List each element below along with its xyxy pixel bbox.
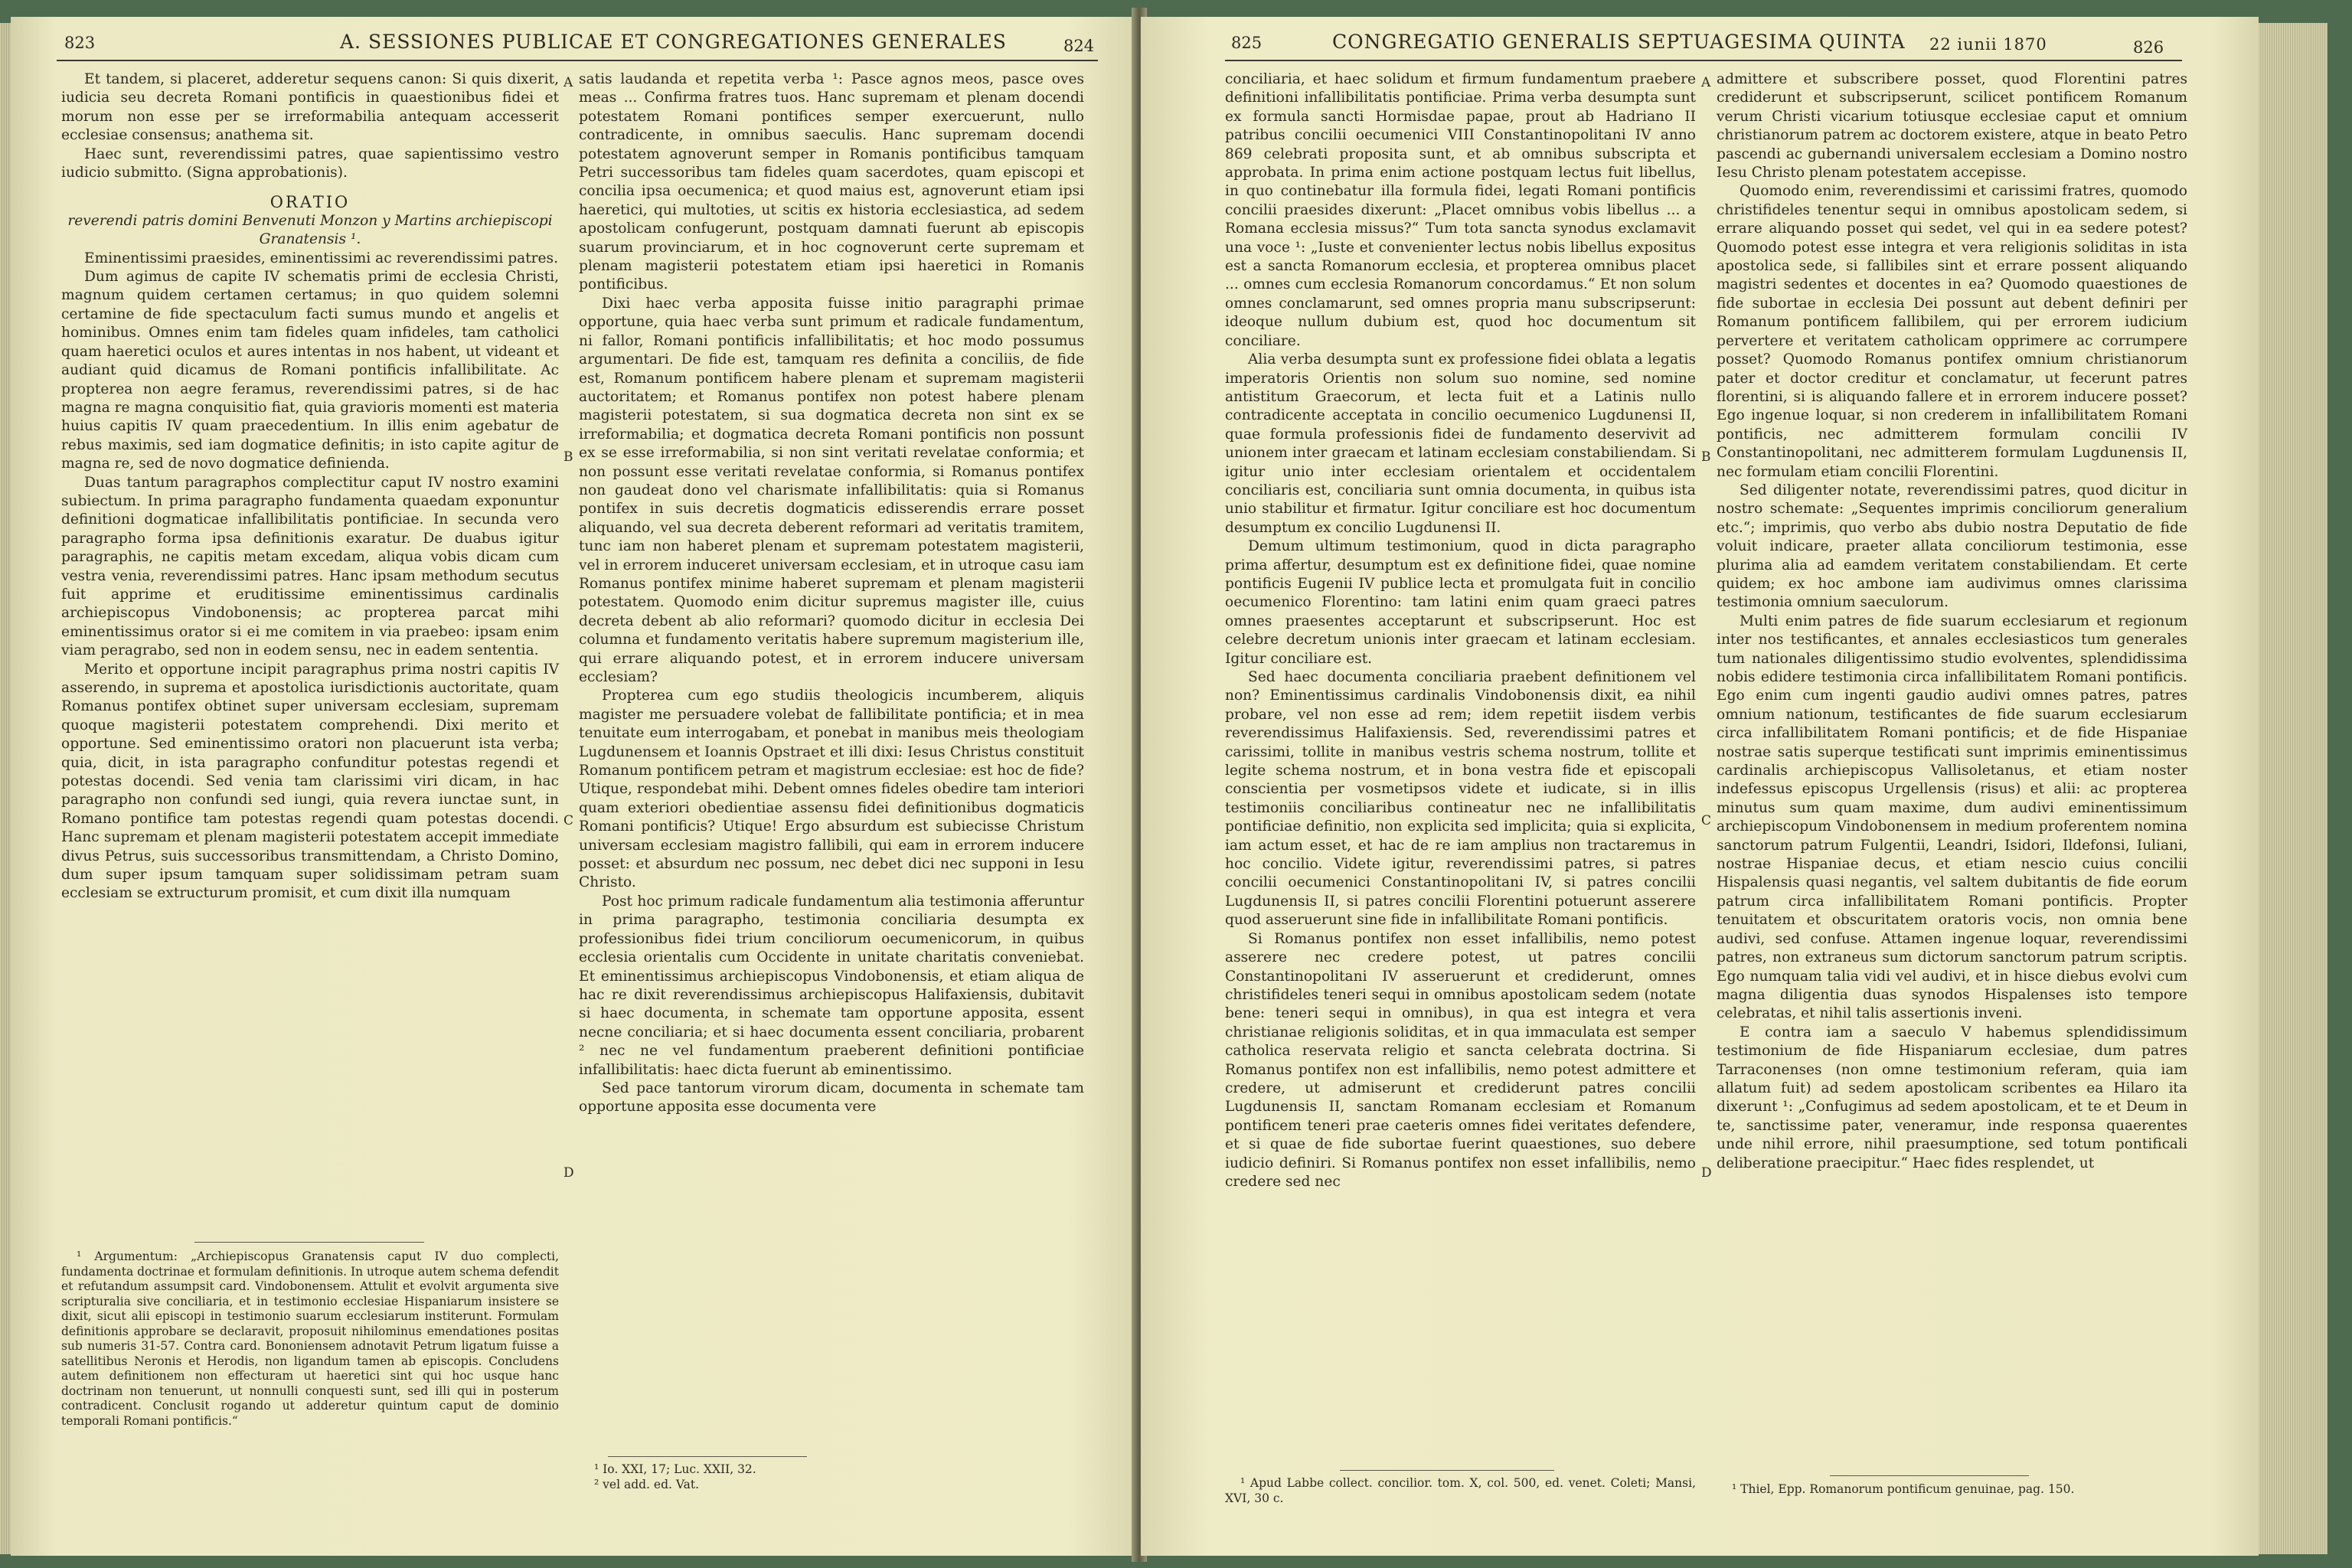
book-edge-right (2259, 23, 2328, 1554)
page-number: 823 (64, 34, 96, 52)
margin-letter: B (1701, 449, 1711, 465)
text-column-1 (61, 70, 559, 903)
paragraph: Post hoc primum radicale fundamentum alia testimonia afferuntur in prima paragrapho, testimonia conciliaria desumpta ex professionibus fidei trium conciliorum oecumenicorum, in quibus ecclesia orientalis cum Occidente in unitate charitatis conveniebat. Et eminentissimus archiepiscopus Vindobonensis, et etiam aliqua de hac re dixit reverendissimus archiepiscopus Halifaxiensis, dubitavit si haec documenta, in schemate tam opportune apposita, essent necne conciliaria; et si haec documenta essent conciliaria, probarent ² nec ne vel fundamentum praeberent definitioni pontificiae infallibilitatis: haec dicta fuerunt ab eminentissimo. (579, 893, 1084, 1078)
paragraph: Dixi haec verba apposita fuisse initio paragraphi primae opportune, quia haec verba sunt primum et radicale fundamentum, ni fallor, Romani pontificis infallibilitatis; et hoc modo possumus argumentari. De fide est, tamquam res definita a conciliis, de fide est, Romanum pontificem habere plenam et supremam magisterii auctoritatem; et Romanus pontifex non potest habere plenam magisterii potestatem, si sua dogmatica decreta non sint ex se irreformabilia; et dogmatica decreta Romani pontificis non possunt ex se esse irreformabilia, si non sint veritati revelatae conformia; et non possunt esse veritati revelatae conformia, si Romanus pontifex non gaudeat dono vel charismate infallibilitatis: quia si Romanus pontifex in suis decretis dogmaticis edisserendis errare posset aliquando, vel sua decreta deberent reformari ad veritatis tramitem, tunc iam non haberet plenam et supremam potestatem magisterii, vel in errorem induceret universam ecclesiam, et in utroque casu iam Romanus pontifex minime haberet supremam et plenam magisterii potestatem. Quomodo enim dicitur supremus magister ille, cuius decreta debent ab alio reformari? quomodo dicitur in ecclesia Dei columna et fundamento veritatis habere supremum magisterium ille, qui errare aliquando potest, et in errorem inducere universam ecclesiam? (579, 295, 1084, 685)
paragraph: satis laudanda et repetita verba ¹: Pasce agnos meos, pasce oves meas ... Confirma fratres tuos. Hanc supremam et plenam docendi potestatem Romani pontifices semper exercuerunt, nullo contradicente, in omnibus saeculis. Hanc supremam docendi potestatem agnoverunt semper in Romanis pontificibus tamquam Petri successoribus tam fideles quam sacerdotes, quam episcopi et concilia ipsa oecumenica; et quod maius est, agnoverunt etiam ipsi haeretici, qui multoties, ut scitis ex historia ecclesiastica, ad sedem apostolicam confugerunt, postquam damnati fuerunt ab episcopis suarum provinciarum, et in hoc cognoverunt certe supremam et plenam magisterii potestatem etiam ipsi haeretici in Romanis pontificibus. (579, 71, 1084, 293)
footnote-rule (194, 1242, 424, 1243)
footnote-rule (1830, 1475, 2029, 1476)
footnote (61, 1250, 559, 1429)
running-date: 22 iunii 1870 (1929, 35, 2047, 54)
header-rule (1225, 60, 2182, 61)
footnote (1717, 1482, 2187, 1498)
text-column-2 (1717, 70, 2187, 1173)
paragraph: Sed haec documenta conciliaria praebent definitionem vel non? Eminentissimus cardinalis Vindobonensis dixit, ea nihil probare, vel non esse ad rem; idem repetiit iisdem verbis reverendissimus Halifaxiensis. Sed, reverendissimi patres et carissimi, tollite in manibus vestris schema nostrum, tollite et legite schema nostrum, et in bona vestra fide et episcopali conscientia per vosmetipsos videte et iudicate, si in illis testimoniis conciliaribus contineatur nec ne infallibilitatis pontificiae definitio, non explicita sed implicita; quia si explicita, iam actum esset, et hac de re iam amplius non tractaremus in hoc concilio. Videte igitur, reverendissimi patres, si patres concilii oecumenici Constantinopolitani IV, si patres concilii Lugdunensis II, si patres concilii Florentini potuerunt asserere quod asseruerunt sine fide in infallibilitate Romani pontificis. (1225, 669, 1696, 929)
header-rule (57, 60, 1098, 61)
right-page (1141, 17, 2259, 1556)
footnote (1225, 1476, 1696, 1506)
page-number: 825 (1231, 34, 1263, 52)
left-page (11, 17, 1136, 1556)
margin-letter: B (564, 449, 573, 465)
margin-letter: D (1701, 1165, 1712, 1181)
margin-letter: A (1701, 75, 1711, 90)
text-column-1 (1225, 70, 1696, 1191)
margin-letter: C (564, 813, 574, 828)
paragraph: Demum ultimum testimonium, quod in dicta paragrapho prima affertur, desumptum est ex definitione fidei, quae nomine pontificis Eugenii IV publice lecta et promulgata fuit in concilio oecumenico Florentino: tam latini enim quam graeci patres omnes praesentes acceptarunt et subscripserunt. Hoc est celebre decretum unionis inter graecam et latinam ecclesiam. Igitur conciliare est. (1225, 538, 1696, 667)
page-number: 824 (1063, 37, 1095, 55)
margin-letter: D (564, 1165, 574, 1181)
paragraph: Sed diligenter notate, reverendissimi patres, quod dicitur in nostro schemate: „Sequentes imprimis conciliorum generalium etc.“; imprimis, quo verbo abs dubio nostra Deputatio de fide voluit indicare, praeter allata conciliorum testimonia, esse plurima alia ad eamdem veritatem constabiliendam. Et certe quidem; ex hoc ambone iam audivimus omnes clarissima testimonia omnium saeculorum. (1717, 482, 2187, 611)
text-column-2 (579, 70, 1084, 1117)
paragraph: Haec sunt, reverendissimi patres, quae sapientissimo vestro iudicio submitto. (Signa approbationis). (61, 145, 559, 181)
paragraph: Propterea cum ego studiis theologicis incumberem, aliquis magister me persuadere volebat de fallibilitate pontificia; et in mea tenuitate eum interrogabam, et ponebat in manibus meis theologiam Lugdunensem et Ioannis Opstraet et illi dixi: Iesus Christus constituit Romanum pontificem petram et magistrum ecclesiae: est hoc de fide? Utique, respondebat mihi. Debent omnes fideles obedire tam interiori quam exteriori obedientiae assensu fidei definitionibus dogmaticis Romani pontificis? Utique! Ergo absurdum est subiecisse Christum universam ecclesiam magistro fallibili, qui eam in errorem inducere posset: et absurdum nec possum, nec debet dici nec supponi in Iesu Christo. (579, 688, 1084, 891)
margin-letter: C (1701, 813, 1712, 828)
paragraph: E contra iam a saeculo V habemus splendidissimum testimonium de fide Hispaniarum ecclesiae, dum patres Tarraconenses (non omne testimonium referam, quia iam allatum fuit) ad sedem apostolicam scribentes ea Hilaro ita dixerunt ¹: „Confugimus ad sedem apostolicam, et te et Deum in te, sanctissime pater, veneramur, inde responsa quaerentes unde nihil errore, nihil praesumptione, sed totum pontificali deliberatione praecipitur.“ Haec fides resplendet, ut (1717, 1024, 2187, 1171)
footnote-rule (1340, 1470, 1554, 1471)
paragraph: Merito et opportune incipit paragraphus prima nostri capitis IV asserendo, in suprema et apostolica iurisdictionis auctoritate, quam Romanus pontifex obtinet super universam ecclesiam, supremam quoque magisterii potestatem comprehendi. Dixi merito et opportune. Sed eminentissimo oratori non placuerunt ista verba; quia, dicit, in ista paragrapho confunditur potestas regendi et potestas docendi. Sed venia tam clarissimi viri dicam, in hac paragrapho non confundi sed iungi, quia revera iunctae sunt, in Romano pontifice tam potestas regendi quam potestas docendi. Hanc supremam et plenam magisterii potestatem accepit immediate divus Petrus, suis successoribus transmittendam, a Christo Domino, dum super ipsum tamquam super solidissimam petram suam ecclesiam se extructurum promisit, et cum dixit illa numquam (61, 661, 559, 902)
footnote-text: ¹ Thiel, Epp. Romanorum pontificum genuinae, pag. 150. (1732, 1482, 2075, 1496)
page-number: 826 (2133, 38, 2164, 57)
footnote (579, 1462, 1084, 1492)
paragraph: conciliaria, et haec solidum et firmum fundamentum praebere definitioni infallibilitatis pontificiae. Prima verba desumpta sunt ex formula sancti Hormisdae papae, prout ab Hadriano II patribus concilii oecumenici VIII Constantinopolitani IV anno 869 celebrati proposita sunt, et ab omnibus subscripta et approbata. In prima enim actione postquam lectus fuit libellus, in quo continebatur illa formula fidei, legati Romani pontificis concilii praesides dixerunt: „Placet omnibus vobis libellus ... a Romana ecclesia missus?“ Tum tota sancta synodus exclamavit una voce ¹: „Iuste et convenienter lectus nobis libellus expositus est a sancta Romanorum ecclesia, et propterea omnibus placet ... omnes cum ecclesia Romanorum concordamus.“ Et non solum omnes conclamarunt, sed omnes propria manu subscripserunt: ideoque nullum dubium est, quod hoc documentum sit conciliare. (1225, 71, 1696, 349)
book-edge-left (0, 23, 11, 1554)
margin-letter: A (564, 75, 573, 90)
paragraph: Eminentissimi praesides, eminentissimi ac reverendissimi patres. (84, 250, 559, 266)
footnote-text: ¹ Apud Labbe collect. concilior. tom. X, col. 500, ed. venet. Coleti; Mansi, XVI, 30 c. (1225, 1476, 1696, 1505)
paragraph: Dum agimus de capite IV schematis primi de ecclesia Christi, magnum quidem certamen certamus; in quo quidem solemni certamine de fide spectaculum facti sumus mundo et angelis et hominibus. Omnes enim tam fideles quam infideles, tam catholici quam haeretici oculos et aures intentas in nos habent, ut videant et audiant quid dicamus de Romani pontificis infallibilitate. Ac propterea non aegre feramus, reverendissimi patres, si de hac magna re magna conquisitio fiat, quia gravioris momenti est materia huius capitis IV quam praecedentium. In illis enim agebatur de rebus maximis, sed iam dogmatice definitis; in isto capite agitur de magna re, sed de novo dogmatice definienda. (61, 269, 559, 472)
paragraph: Alia verba desumpta sunt ex professione fidei oblata a legatis imperatoris Orientis non solum suo nomine, sed nomine antistitum Graecorum, et lecta fuit et a Latinis nullo contradicente acceptata in concilio oecumenico Lugdunensi II, quae formula professionis fidei de fundamento deservivit ad unionem inter graecam et latinam ecclesiam constabiliendam. Si igitur unio inter ecclesiam orientalem et occidentalem conciliaris est, conciliaria sunt omnia documenta, in quibus ista unio stabilitur et firmatur. Igitur conciliare est hoc documentum desumptum ex concilio Lugdunensi II. (1225, 351, 1696, 536)
paragraph: Si Romanus pontifex non esset infallibilis, nemo potest asserere nec credere potest, ut patres concilii Constantinopolitani IV asseruerunt et crediderunt, omnes christifideles teneri sequi in omnibus apostolicam sedem (notate bene: teneri sequi in omnibus), in qua est integra et vera christianae religionis soliditas, et in qua immaculata est semper catholica reservata religio et sancta celebrata doctrina. Si Romanus pontifex non est infallibilis, nemo potest admittere et credere, ut admiserunt et crediderunt patres concilii Lugdunensis II, sanctam Romanam ecclesiam et Romanum pontificem teneri prae caeteris omnes fidei veritates defendere, et si quae de fide subortae fuerint quaestiones, suo debere iudicio definiri. Si Romanus pontifex non esset infallibilis, nemo credere sed nec (1225, 930, 1696, 1190)
paragraph: Et tandem, si placeret, adderetur sequens canon: Si quis dixerit, iudicia seu decreta Romani pontificis in quaestionibus fidei et morum non esse per se irreformabilia antequam accesserit ecclesiae consensus; anathema sit. (61, 71, 559, 144)
running-head: CONGREGATIO GENERALIS SEPTUAGESIMA QUINTA (1332, 31, 1906, 53)
paragraph: Multi enim patres de fide suarum ecclesiarum et regionum inter nos testificantes, et annales ecclesiasticos tum generales tum nationales diligentissimo studio evolventes, splendidissima nobis edidere testimonia circa infallibilitatem Romani pontificis. Ego enim cum ingenti gaudio audivi omnes patres, patres omnium nationum, testificantes de fide suarum ecclesiarum circa infallibilitatem Romani pontificis; et de fide Hispaniae nostrae satis superque testificati sunt imprimis eminentissimus cardinalis archiepiscopus Vallisoletanus, et etiam noster indefessus episcopus Urgellensis (risus) et alii: ac propterea minutus sum quam maxime, dum audivi eminentissimum archiepiscopum Vindobonensem in medium proferentem nomina sanctorum patrum Fulgentii, Leandri, Isidori, Ildefonsi, Iuliani, nostrae Hispaniae decus, et etiam nescio cuius concilii Hispalensis quasi negantis, vel saltem dubitantis de fide eorum patrum circa infallibilitatem Romani pontificis. Propter tenuitatem et obscuritatem oratoris vocis, non omnia bene audivi, sed confuse. Attamen ingenue loquar, reverendissimi patres, non extraneus sum dictorum sanctorum patrum scriptis. Ego numquam talia vidi vel audivi, et in hisce diebus evolvi cum magna diligentia duas synodos Hispalenses isto tempore celebratas, et nihil talis assertionis inveni. (1717, 612, 2187, 1022)
paragraph: Quomodo enim, reverendissimi et carissimi fratres, quomodo christifideles tenentur sequi in omnibus apostolicam sedem, si errare aliquando posset qui sedet, vel qui in ea sedere potest? Quomodo potest esse integra et vera religionis soliditas in ista apostolica sede, si fallibiles sint et errare possent aliquando magistri sedentes et docentes in ea? Quomodo quaestiones de fide subortae in ecclesia Dei possunt aut debent definiri per Romanum pontificem fallibilem, qui per errorem iudicium pervertere et veritatem catholicam opprimere ac corrumpere posset? Quomodo Romanus pontifex omnium christianorum pater et doctor creditur et conclamatur, ut fecerunt patres florentini, si is aliquando fallere et in errorem inducere posset? Ego ingenue loquar, si non crederem in infallibilitatem Romani pontificis, nec admitterem formulam concilii IV Constantinopolitani, nec admitterem formulam Lugdunensis II, nec formulam etiam concilii Florentini. (1717, 183, 2187, 480)
section-heading: ORATIO (270, 193, 351, 212)
paragraph: Duas tantum paragraphos complectitur caput IV nostro examini subiectum. In prima paragrapho fundamenta quaedam exponuntur definitioni dogmaticae infallibilitatis pontificiae. In secunda vero paragrapho forma ipsa definitionis exaratur. De duabus igitur paragraphis, ne capitis metam excedam, aliqua vobis dicam cum vestra venia, reverendissimi patres. Hanc ipsam methodum secutus fuit apprime et eruditissime eminentissimus cardinalis archiepiscopus Vindobonensis; ac propterea parcat mihi eminentissimus orator si ei me comitem in via praebeo: ipsam enim viam peragrabo, sed non in eodem sensu, nec in eadem sententia. (61, 474, 559, 659)
footnote-text: ¹ Argumentum: „Archiepiscopus Granatensis caput IV duo complecti, fundamenta doctrinae et formulam definitionis. In utroque autem schema defendit et refutandum assumpsit card. Vindobonensem. Attulit et evolvit argumenta sive scripturalia sive conciliaria, et in testimonio ecclesiae Hispaniarum insistere se dixit, sicut alii episcopi in testimonio suarum ecclesiarum institerunt. Formulam definitionis approbare se declaravit, proposuit nihilominus emendationes positas sub numeris 31-57. Contra card. Bononiensem adnotavit Petrum ligatum fuisse a satellitibus Neronis et Herodis, non ligandum tamen ab episcopis. Concludens autem definitionem non effecturam ut haeretici sint qui hoc usque hanc doctrinam non tenuerunt, ut nonnulli conquesti sunt, sed illi qui in posterum contradicent. Conclusit rogando ut adderetur quintum caput de dominio temporali Romani pontificis.“ (61, 1250, 559, 1428)
footnote-text: ² vel add. ed. Vat. (594, 1477, 700, 1491)
footnote-rule (608, 1456, 807, 1457)
running-head: A. SESSIONES PUBLICAE ET CONGREGATIONES GENERALES (340, 31, 1007, 53)
footnote-text: ¹ Io. XXI, 17; Luc. XXII, 32. (594, 1462, 756, 1476)
paragraph: admittere et subscribere posset, quod Florentini patres crediderunt et subscripserunt, scilicet pontificem Romanum verum Christi vicarium totiusque ecclesiae caput et omnium christianorum patrem ac doctorem existere, atque in beato Petro pascendi ac gubernandi universalem ecclesiam a Domino nostro Iesu Christo plenam potestatem accepisse. (1717, 71, 2187, 181)
paragraph: Sed pace tantorum virorum dicam, documenta in schemate tam opportune apposita esse documenta vere (579, 1080, 1084, 1116)
section-subheading: reverendi patris domini Benvenuti Monzon y Martins archiepiscopi Granatensis ¹. (67, 212, 553, 248)
